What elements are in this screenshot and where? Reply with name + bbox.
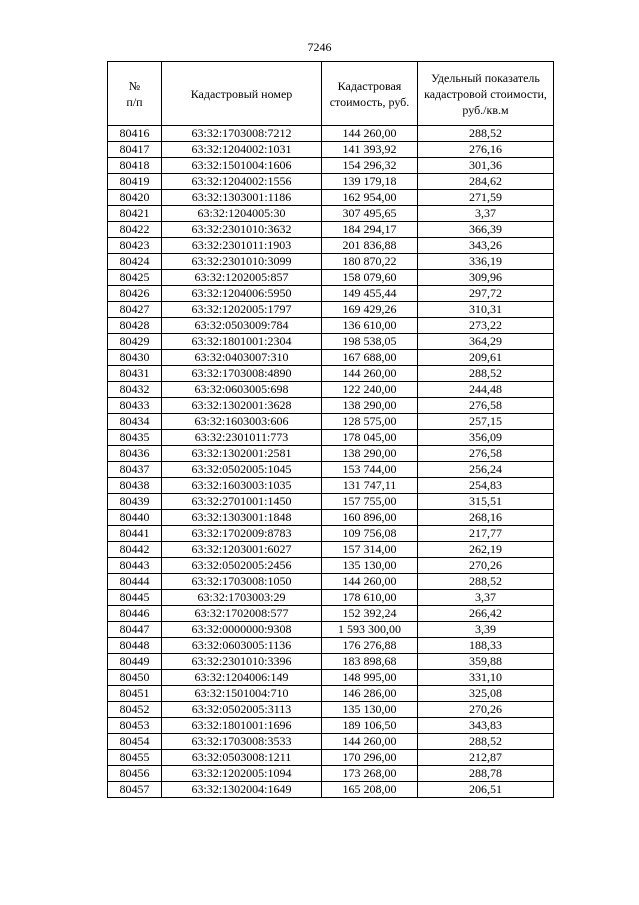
- specific-value-cell: 3,39: [418, 622, 554, 638]
- table-row: [108, 782, 554, 798]
- specific-value-cell: 288,52: [418, 734, 554, 750]
- table-row: [108, 622, 554, 638]
- table-row: [108, 126, 554, 142]
- row-number-cell: 80443: [108, 558, 162, 574]
- table-row: [108, 190, 554, 206]
- specific-value-cell: 217,77: [418, 526, 554, 542]
- cadastral-value-cell: 176 276,88: [322, 638, 418, 654]
- specific-value-cell: 284,62: [418, 174, 554, 190]
- specific-value-cell: 262,19: [418, 542, 554, 558]
- header-row-number-part: п/п: [126, 94, 143, 109]
- row-number-cell: 80420: [108, 190, 162, 206]
- cadastral-value-cell: 144 260,00: [322, 366, 418, 382]
- row-number-cell: 80456: [108, 766, 162, 782]
- cadastral-value-cell: 173 268,00: [322, 766, 418, 782]
- specific-value-cell: 212,87: [418, 750, 554, 766]
- page-number: 7246: [307, 40, 332, 54]
- row-number-cell: 80444: [108, 574, 162, 590]
- cadastral-value-cell: 135 130,00: [322, 558, 418, 574]
- specific-value-cell: 315,51: [418, 494, 554, 510]
- table-row: [108, 398, 554, 414]
- cadastral-number-cell: 63:32:1303001:1848: [162, 510, 322, 526]
- specific-value-cell: 3,37: [418, 206, 554, 222]
- table-row: [108, 670, 554, 686]
- table-row: [108, 542, 554, 558]
- cadastral-number-cell: 63:32:1204002:1031: [162, 142, 322, 158]
- cadastral-value-cell: 138 290,00: [322, 446, 418, 462]
- specific-value-cell: 256,24: [418, 462, 554, 478]
- cadastral-number-cell: 63:32:2301010:3632: [162, 222, 322, 238]
- header-row: [108, 62, 554, 126]
- row-number-cell: 80440: [108, 510, 162, 526]
- table-row: [108, 654, 554, 670]
- cadastral-value-cell: 169 429,26: [322, 302, 418, 318]
- cadastral-number-cell: 63:32:0503009:784: [162, 318, 322, 334]
- table-row: [108, 526, 554, 542]
- table-row: [108, 142, 554, 158]
- row-number-cell: 80451: [108, 686, 162, 702]
- cadastral-number-cell: 63:32:0603005:1136: [162, 638, 322, 654]
- row-number-cell: 80429: [108, 334, 162, 350]
- row-number-cell: 80426: [108, 286, 162, 302]
- table-row: [108, 430, 554, 446]
- table-row: [108, 750, 554, 766]
- row-number-cell: 80439: [108, 494, 162, 510]
- row-number-cell: 80449: [108, 654, 162, 670]
- cadastral-number-cell: 63:32:2701001:1450: [162, 494, 322, 510]
- row-number-cell: 80416: [108, 126, 162, 142]
- cadastral-number-cell: 63:32:0503008:1211: [162, 750, 322, 766]
- table-row: [108, 350, 554, 366]
- cadastral-number-cell: 63:32:1204002:1556: [162, 174, 322, 190]
- specific-value-cell: 364,29: [418, 334, 554, 350]
- header-specific-value: Удельный показатель кадастровой стоимости, руб./кв.м: [418, 62, 554, 126]
- cadastral-value-cell: 146 286,00: [322, 686, 418, 702]
- cadastral-value-cell: 157 314,00: [322, 542, 418, 558]
- cadastral-value-cell: 167 688,00: [322, 350, 418, 366]
- specific-value-cell: 356,09: [418, 430, 554, 446]
- specific-value-cell: 366,39: [418, 222, 554, 238]
- row-number-cell: 80422: [108, 222, 162, 238]
- cadastral-number-cell: 63:32:0502005:1045: [162, 462, 322, 478]
- row-number-cell: 80417: [108, 142, 162, 158]
- cadastral-number-cell: 63:32:2301010:3396: [162, 654, 322, 670]
- specific-value-cell: 188,33: [418, 638, 554, 654]
- specific-value-cell: 336,19: [418, 254, 554, 270]
- cadastral-value-cell: 152 392,24: [322, 606, 418, 622]
- specific-value-cell: 270,26: [418, 558, 554, 574]
- table-row: [108, 318, 554, 334]
- cadastral-number-cell: 63:32:1501004:1606: [162, 158, 322, 174]
- table-row: [108, 286, 554, 302]
- row-number-cell: 80452: [108, 702, 162, 718]
- header-row-number-part: №: [128, 78, 141, 93]
- cadastral-value-cell: 149 455,44: [322, 286, 418, 302]
- cadastral-number-cell: 63:32:2301011:1903: [162, 238, 322, 254]
- cadastral-number-cell: 63:32:1302001:2581: [162, 446, 322, 462]
- cadastral-number-cell: 63:32:2301011:773: [162, 430, 322, 446]
- table-row: [108, 606, 554, 622]
- table-row: [108, 158, 554, 174]
- cadastral-value-cell: 144 260,00: [322, 126, 418, 142]
- row-number-cell: 80425: [108, 270, 162, 286]
- row-number-cell: 80448: [108, 638, 162, 654]
- specific-value-cell: 310,31: [418, 302, 554, 318]
- specific-value-cell: 3,37: [418, 590, 554, 606]
- row-number-cell: 80441: [108, 526, 162, 542]
- table-row: [108, 574, 554, 590]
- cadastral-value-cell: 128 575,00: [322, 414, 418, 430]
- row-number-cell: 80431: [108, 366, 162, 382]
- cadastral-value-cell: 201 836,88: [322, 238, 418, 254]
- specific-value-cell: 268,16: [418, 510, 554, 526]
- row-number-cell: 80454: [108, 734, 162, 750]
- row-number-cell: 80430: [108, 350, 162, 366]
- row-number-cell: 80435: [108, 430, 162, 446]
- cadastral-value-cell: 158 079,60: [322, 270, 418, 286]
- cadastral-number-cell: 63:32:1603003:606: [162, 414, 322, 430]
- table-row: [108, 702, 554, 718]
- cadastral-value-cell: 170 296,00: [322, 750, 418, 766]
- specific-value-cell: 343,83: [418, 718, 554, 734]
- cadastral-value-cell: 180 870,22: [322, 254, 418, 270]
- specific-value-cell: 209,61: [418, 350, 554, 366]
- specific-value-cell: 359,88: [418, 654, 554, 670]
- row-number-cell: 80427: [108, 302, 162, 318]
- cadastral-number-cell: 63:32:0403007:310: [162, 350, 322, 366]
- specific-value-cell: 288,52: [418, 366, 554, 382]
- cadastral-value-cell: 135 130,00: [322, 702, 418, 718]
- row-number-cell: 80447: [108, 622, 162, 638]
- specific-value-cell: 271,59: [418, 190, 554, 206]
- cadastral-value-cell: 165 208,00: [322, 782, 418, 798]
- cadastral-number-cell: 63:32:1703003:29: [162, 590, 322, 606]
- cadastral-number-cell: 63:32:1703008:1050: [162, 574, 322, 590]
- cadastral-number-cell: 63:32:1702009:8783: [162, 526, 322, 542]
- row-number-cell: 80455: [108, 750, 162, 766]
- cadastral-number-cell: 63:32:1303001:1186: [162, 190, 322, 206]
- table-row: [108, 766, 554, 782]
- cadastral-number-cell: 63:32:1702008:577: [162, 606, 322, 622]
- table-row: [108, 238, 554, 254]
- row-number-cell: 80434: [108, 414, 162, 430]
- cadastral-value-cell: 153 744,00: [322, 462, 418, 478]
- cadastral-value-cell: 307 495,65: [322, 206, 418, 222]
- table-row: [108, 686, 554, 702]
- cadastral-number-cell: 63:32:1204005:30: [162, 206, 322, 222]
- header-cadastral-value: Кадастровая стоимость, руб.: [322, 62, 418, 126]
- table-row: [108, 638, 554, 654]
- cadastral-value-cell: 160 896,00: [322, 510, 418, 526]
- cadastral-number-cell: 63:32:0603005:698: [162, 382, 322, 398]
- table-row: [108, 174, 554, 190]
- table-row: [108, 206, 554, 222]
- cadastral-number-cell: 63:32:1204006:149: [162, 670, 322, 686]
- row-number-cell: 80419: [108, 174, 162, 190]
- cadastral-value-cell: 144 260,00: [322, 734, 418, 750]
- specific-value-cell: 257,15: [418, 414, 554, 430]
- cadastral-number-cell: 63:32:2301010:3099: [162, 254, 322, 270]
- row-number-cell: 80446: [108, 606, 162, 622]
- specific-value-cell: 288,78: [418, 766, 554, 782]
- table-row: [108, 334, 554, 350]
- specific-value-cell: 276,58: [418, 446, 554, 462]
- table-row: [108, 510, 554, 526]
- row-number-cell: 80438: [108, 478, 162, 494]
- row-number-cell: 80436: [108, 446, 162, 462]
- cadastral-value-cell: 162 954,00: [322, 190, 418, 206]
- cadastral-value-cell: 157 755,00: [322, 494, 418, 510]
- cadastral-number-cell: 63:32:1302004:1649: [162, 782, 322, 798]
- cadastral-number-cell: 63:32:1801001:2304: [162, 334, 322, 350]
- specific-value-cell: 254,83: [418, 478, 554, 494]
- cadastral-number-cell: 63:32:0502005:2456: [162, 558, 322, 574]
- cadastral-value-cell: 198 538,05: [322, 334, 418, 350]
- cadastral-value-cell: 183 898,68: [322, 654, 418, 670]
- row-number-cell: 80424: [108, 254, 162, 270]
- table-row: [108, 558, 554, 574]
- specific-value-cell: 331,10: [418, 670, 554, 686]
- specific-value-cell: 343,26: [418, 238, 554, 254]
- cadastral-value-cell: 184 294,17: [322, 222, 418, 238]
- table-row: [108, 270, 554, 286]
- cadastral-value-cell: 109 756,08: [322, 526, 418, 542]
- header-row-number: [108, 62, 162, 126]
- cadastral-number-cell: 63:32:1603003:1035: [162, 478, 322, 494]
- cadastral-number-cell: 63:32:1703008:4890: [162, 366, 322, 382]
- specific-value-cell: 270,26: [418, 702, 554, 718]
- specific-value-cell: 301,36: [418, 158, 554, 174]
- cadastral-value-cell: 154 296,32: [322, 158, 418, 174]
- table-row: [108, 414, 554, 430]
- row-number-cell: 80442: [108, 542, 162, 558]
- row-number-cell: 80423: [108, 238, 162, 254]
- row-number-cell: 80421: [108, 206, 162, 222]
- cadastral-number-cell: 63:32:1202005:857: [162, 270, 322, 286]
- specific-value-cell: 288,52: [418, 574, 554, 590]
- cadastral-value-cell: 178 610,00: [322, 590, 418, 606]
- table-header: [108, 62, 554, 126]
- row-number-cell: 80453: [108, 718, 162, 734]
- cadastral-number-cell: 63:32:1501004:710: [162, 686, 322, 702]
- table-row: [108, 366, 554, 382]
- header-cadastral-number: Кадастровый номер: [162, 62, 322, 126]
- row-number-cell: 80450: [108, 670, 162, 686]
- table-row: [108, 718, 554, 734]
- specific-value-cell: 276,16: [418, 142, 554, 158]
- cadastral-number-cell: 63:32:0502005:3113: [162, 702, 322, 718]
- cadastral-value-cell: 131 747,11: [322, 478, 418, 494]
- table-row: [108, 462, 554, 478]
- table-row: [108, 734, 554, 750]
- cadastral-number-cell: 63:32:1203001:6027: [162, 542, 322, 558]
- table-row: [108, 254, 554, 270]
- cadastral-number-cell: 63:32:1801001:1696: [162, 718, 322, 734]
- cadastral-number-cell: 63:32:0000000:9308: [162, 622, 322, 638]
- row-number-cell: 80445: [108, 590, 162, 606]
- table-row: [108, 222, 554, 238]
- cadastral-value-cell: 122 240,00: [322, 382, 418, 398]
- cadastral-value-table: [107, 61, 554, 798]
- cadastral-value-cell: 178 045,00: [322, 430, 418, 446]
- row-number-cell: 80428: [108, 318, 162, 334]
- cadastral-number-cell: 63:32:1204006:5950: [162, 286, 322, 302]
- specific-value-cell: 273,22: [418, 318, 554, 334]
- specific-value-cell: 276,58: [418, 398, 554, 414]
- specific-value-cell: 288,52: [418, 126, 554, 142]
- specific-value-cell: 266,42: [418, 606, 554, 622]
- row-number-cell: 80457: [108, 782, 162, 798]
- table-row: [108, 478, 554, 494]
- row-number-cell: 80418: [108, 158, 162, 174]
- cadastral-value-cell: 141 393,92: [322, 142, 418, 158]
- table-row: [108, 302, 554, 318]
- cadastral-number-cell: 63:32:1202005:1797: [162, 302, 322, 318]
- specific-value-cell: 309,96: [418, 270, 554, 286]
- row-number-cell: 80437: [108, 462, 162, 478]
- cadastral-number-cell: 63:32:1703008:3533: [162, 734, 322, 750]
- cadastral-value-cell: 189 106,50: [322, 718, 418, 734]
- specific-value-cell: 244,48: [418, 382, 554, 398]
- cadastral-value-cell: 136 610,00: [322, 318, 418, 334]
- table-row: [108, 382, 554, 398]
- cadastral-value-cell: 139 179,18: [322, 174, 418, 190]
- table-row: [108, 446, 554, 462]
- cadastral-value-cell: 148 995,00: [322, 670, 418, 686]
- cadastral-number-cell: 63:32:1202005:1094: [162, 766, 322, 782]
- cadastral-value-cell: 1 593 300,00: [322, 622, 418, 638]
- specific-value-cell: 297,72: [418, 286, 554, 302]
- table-row: [108, 494, 554, 510]
- specific-value-cell: 325,08: [418, 686, 554, 702]
- cadastral-value-cell: 138 290,00: [322, 398, 418, 414]
- cadastral-value-cell: 144 260,00: [322, 574, 418, 590]
- table-body: [108, 126, 554, 798]
- row-number-cell: 80433: [108, 398, 162, 414]
- cadastral-number-cell: 63:32:1302001:3628: [162, 398, 322, 414]
- row-number-cell: 80432: [108, 382, 162, 398]
- specific-value-cell: 206,51: [418, 782, 554, 798]
- cadastral-number-cell: 63:32:1703008:7212: [162, 126, 322, 142]
- table-row: [108, 590, 554, 606]
